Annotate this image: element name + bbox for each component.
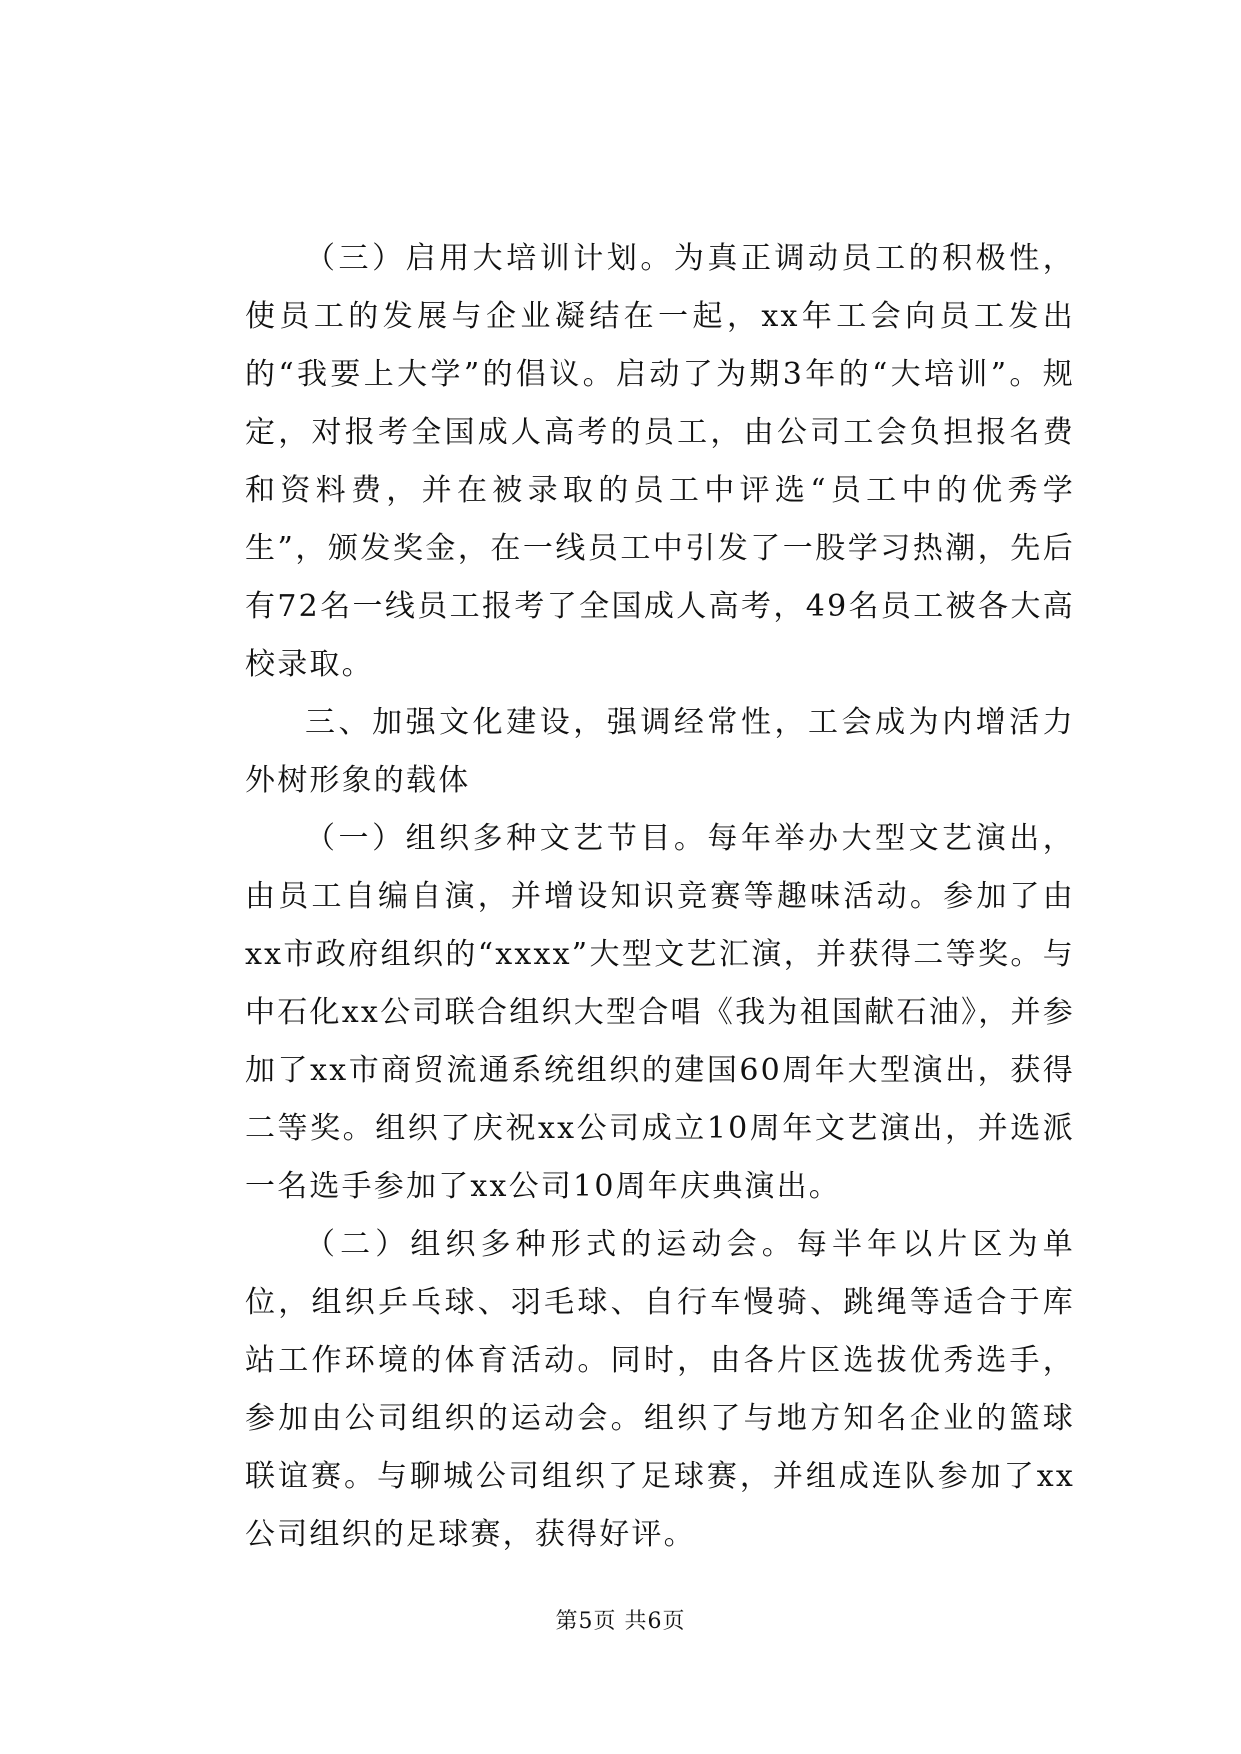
page-number-footer: 第5页 共6页 — [555, 1609, 686, 1634]
document-body — [245, 230, 1075, 1564]
section-heading-culture: 三、加强文化建设，强调经常性，工会成为内增活力外树形象的载体 — [245, 705, 1075, 798]
paragraph-sports-meets: （二）组织多种形式的运动会。每半年以片区为单位，组织乒乓球、羽毛球、自行车慢骑、跳绳等适合于库站工作环境的体育活动。同时，由各片区选拔优秀选手，参加由公司组织的运动会。组织了与地方知名企业的篮球联谊赛。与聊城公司组织了足球赛，并组成连队参加了xx公司组织的足球赛，获得好评。 — [245, 1227, 1075, 1552]
paragraph-arts-programs: （一）组织多种文艺节目。每年举办大型文艺演出，由员工自编自演，并增设知识竞赛等趣味活动。参加了由xx市政府组织的“xxxx”大型文艺汇演，并获得二等奖。与中石化xx公司联合组织大型合唱《我为祖国献石油》，并参加了xx市商贸流通系统组织的建国60周年大型演出，获得二等奖。组织了庆祝xx公司成立10周年文艺演出，并选派一名选手参加了xx公司10周年庆典演出。 — [245, 821, 1075, 1204]
paragraph-training-plan: （三）启用大培训计划。为真正调动员工的积极性，使员工的发展与企业凝结在一起，xx年工会向员工发出的“我要上大学”的倡议。启动了为期3年的“大培训”。规定，对报考全国成人高考的员工，由公司工会负担报名费和资料费，并在被录取的员工中评选“员工中的优秀学生”，颁发奖金，在一线员工中引发了一股学习热潮，先后有72名一线员工报考了全国成人高考，49名员工被各大高校录取。 — [245, 241, 1075, 682]
